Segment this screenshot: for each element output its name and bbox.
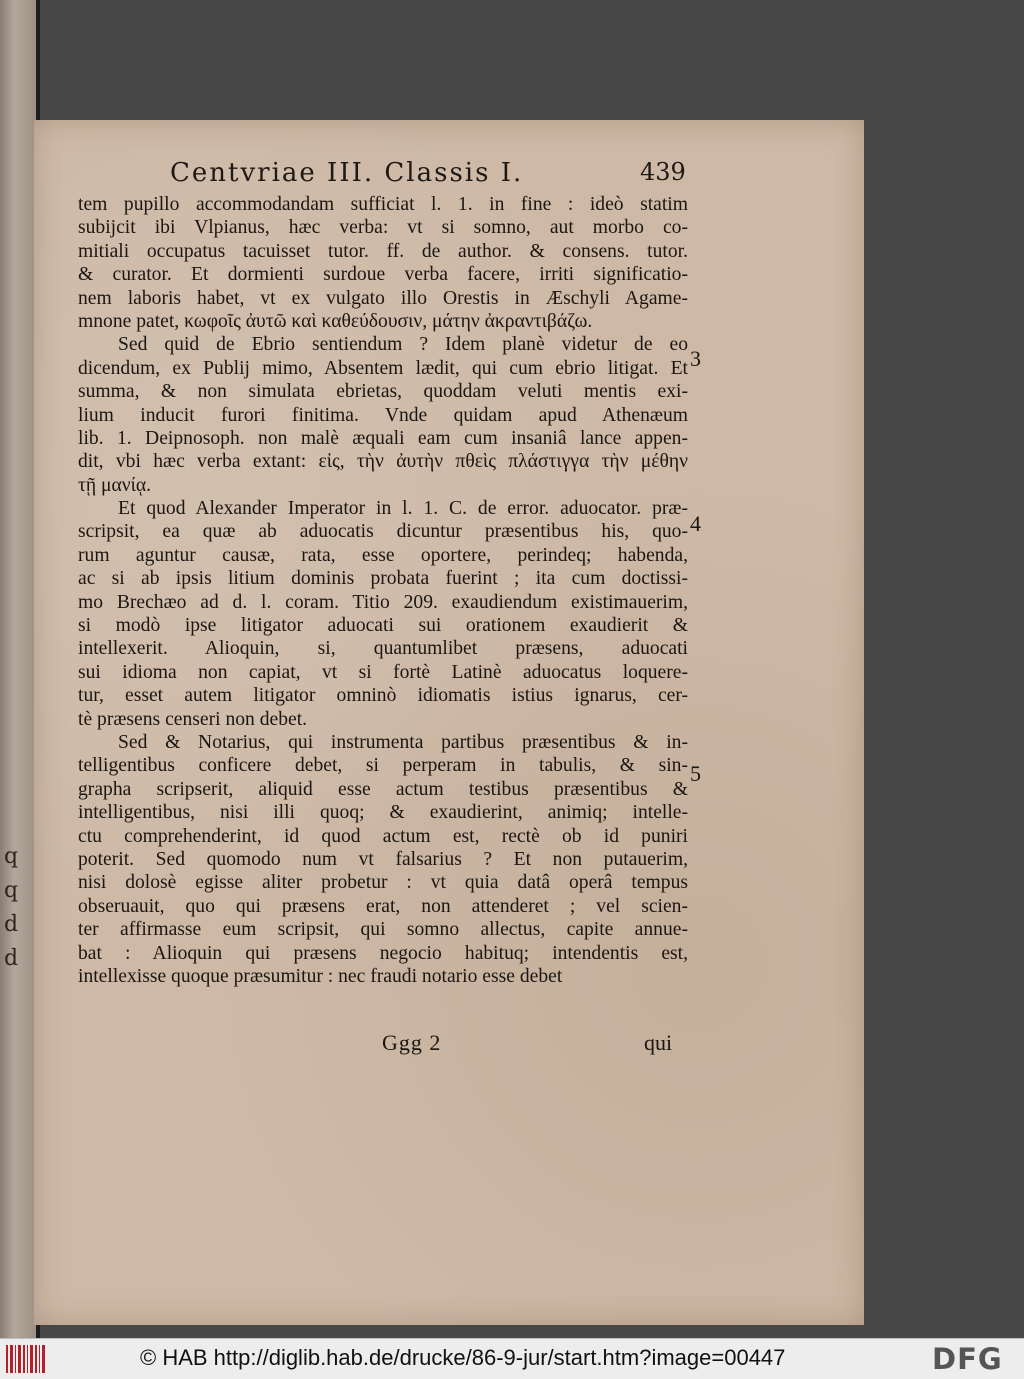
text-line: scripsit, ea quæ ab aduocatis dicuntur præsentibus his, quo- xyxy=(78,521,688,543)
running-head: Centvriae III. Classis I. xyxy=(170,158,524,188)
text-line: tè præsens censeri non debet. xyxy=(78,708,308,730)
text-line: subijcit ibi Vlpianus, hæc verba: vt si somno, aut morbo co- xyxy=(78,217,688,239)
text-line: ctu comprehenderint, id quod actum est, rectè ob id puniri xyxy=(78,825,688,847)
text-line: lib. 1. Deipnosoph. non malè æquali eam cum insaniâ lance appen- xyxy=(78,427,688,449)
text-line: intellexisse quoque præsumitur : nec fraudi notario esse debet xyxy=(78,965,563,987)
text-line: poterit. Sed quomodo num vt falsarius ? Et non putauerim, xyxy=(78,848,688,870)
previous-page-edge xyxy=(0,0,36,1338)
text-line: nisi dolosè egisse aliter probetur : vt quia datâ operâ tempus xyxy=(78,872,688,894)
text-line: summa, & non simulata ebrietas, quoddam veluti mentis exi- xyxy=(78,381,688,403)
text-line: bat : Alioquin qui præsens negocio habituq; intendentis est, xyxy=(78,942,688,964)
previous-page-letter: q xyxy=(4,878,19,903)
previous-page-letter: d xyxy=(4,912,19,937)
text-line: lium inducit furori finitima. Vnde quidam apud Athenæum xyxy=(78,404,688,426)
copyright-link[interactable]: © HAB http://diglib.hab.de/drucke/86-9-jur/start.htm?image=00447 xyxy=(140,1345,786,1370)
text-line: si modò ipse litigator aduocati sui orationem exaudierit & xyxy=(78,615,688,637)
text-line: mo Brechæo ad d. l. coram. Titio 209. exaudiendum existimauerim, xyxy=(78,591,688,613)
barcode-icon xyxy=(6,1345,46,1373)
text-line: mnone patet, κωφοῖς ἀυτῶ καὶ καθεύδουσιν, μάτην ἀκραντιβάζω. xyxy=(78,310,593,332)
text-line: Et quod Alexander Imperator in l. 1. C. de error. aduocator. præ- xyxy=(118,498,688,520)
text-line: tur, esset autem litigator omninò idiomatis istius ignarus, cer- xyxy=(78,685,688,707)
catchword: qui xyxy=(644,1030,673,1055)
text-line: intellexerit. Alioquin, si, quantumlibet præsens, aduocati xyxy=(78,638,688,660)
text-line: mitiali occupatus tacuisset tutor. ff. de author. & consens. tutor. xyxy=(78,240,688,262)
margin-number-3: 3 xyxy=(690,346,701,371)
text-line: & curator. Et dormienti surdoue verba facere, irriti significatio- xyxy=(78,264,688,286)
previous-page-letter: q xyxy=(4,844,19,869)
text-line: Sed & Notarius, qui instrumenta partibus præsentibus & in- xyxy=(118,731,688,753)
text-line: dit, vbi hæc verba extant: εἰς, τὴν ἀυτὴν πθεὶς πλάστιγγα τὴν μέθην xyxy=(78,451,688,473)
text-line: τῇ μανίᾳ. xyxy=(78,474,152,496)
text-line: nem laboris habet, vt ex vulgato illo Orestis in Æschyli Agame- xyxy=(78,287,688,309)
text-line: tem pupillo accommodandam sufficiat l. 1. in fine : ideò statim xyxy=(78,194,688,215)
text-line: ter affirmasse eum scripsit, qui somno allectus, capite annue- xyxy=(78,919,688,941)
text-line: sui idioma non capiat, vt si fortè Latinè aduocatus loquere- xyxy=(78,661,688,683)
text-line: Sed quid de Ebrio sentiendum ? Idem planè videtur de eo xyxy=(118,334,688,356)
text-line: rum aguntur causæ, rata, esse oportere, perindeq; habenda, xyxy=(78,544,688,566)
text-line: obseruauit, quo qui præsens erat, non attenderet ; vel scien- xyxy=(78,895,688,917)
previous-page-margin-letters xyxy=(4,840,30,976)
footer-bar xyxy=(0,1338,1024,1379)
text-line: dicendum, ex Publij mimo, Absentem lædit, qui cum ebrio litigat. Et xyxy=(78,357,688,379)
dfg-logo: DFG xyxy=(932,1342,1003,1376)
text-line: intelligentibus, nisi illi quoq; & exaudierint, animiq; intelle- xyxy=(78,802,688,824)
margin-number-5: 5 xyxy=(690,761,701,786)
previous-page-letter: d xyxy=(4,946,19,971)
page-number: 439 xyxy=(640,158,686,186)
signature-mark: Ggg 2 xyxy=(382,1030,442,1055)
text-line: ac si ab ipsis litium dominis probata fuerint ; ita cum doctissi- xyxy=(78,568,688,590)
text-line: telligentibus conficere debet, si perperam in tabulis, & sin- xyxy=(78,755,688,777)
margin-number-4: 4 xyxy=(690,511,701,536)
body-text xyxy=(78,193,688,988)
text-line: grapha scripserit, aliquid esse actum testibus præsentibus & xyxy=(78,778,688,800)
